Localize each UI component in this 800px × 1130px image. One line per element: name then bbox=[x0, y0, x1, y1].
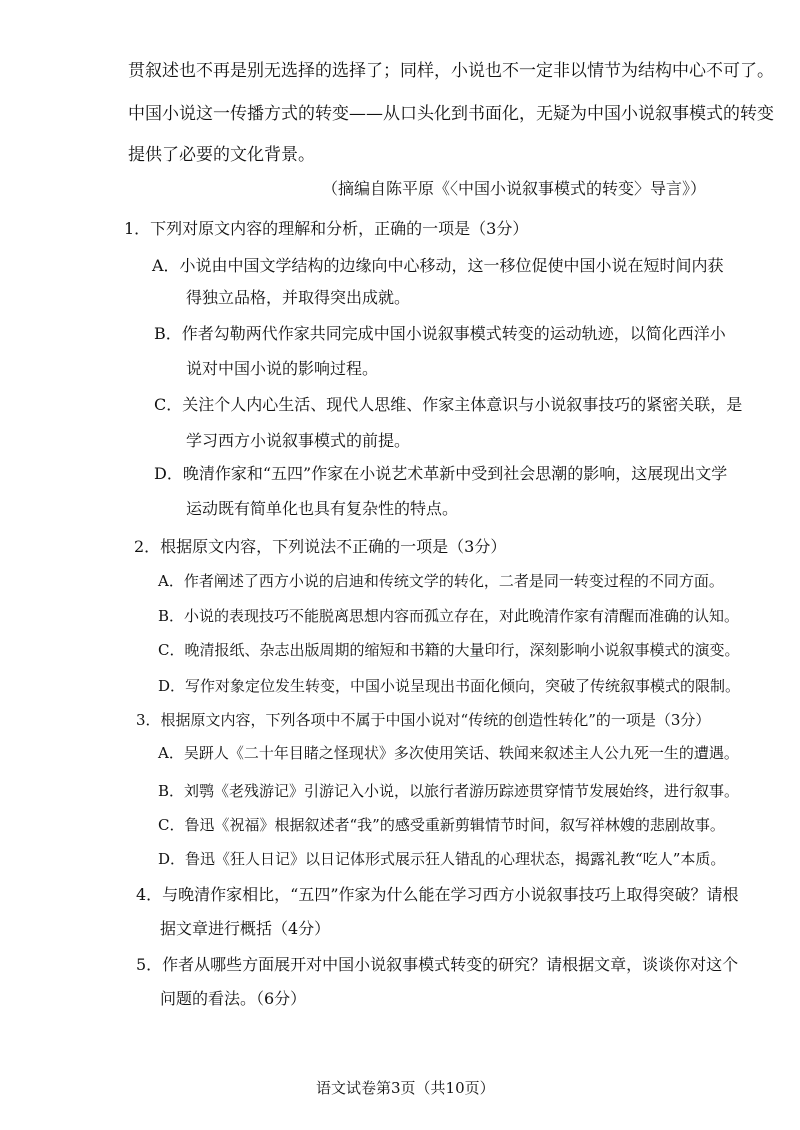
q1-option-b-line-2: 说对中国小说的影响过程。 bbox=[186, 359, 379, 378]
question-1-stem: 1．下列对原文内容的理解和分析，正确的一项是（3分） bbox=[124, 219, 529, 238]
question-5-stem-line-1: 5．作者从哪些方面展开对中国小说叙事模式转变的研究？请根据文章，谈谈你对这个 bbox=[136, 955, 739, 974]
q1-option-a-line-1: A．小说由中国文学结构的边缘向中心移动，这一移位促使中国小说在短时间内获 bbox=[152, 256, 724, 275]
q1-option-c-line-1: C．关注个人内心生活、现代人思维、作家主体意识与小说叙事技巧的紧密关联，是 bbox=[154, 395, 743, 414]
q1-option-d-line-2: 运动既有简单化也具有复杂性的特点。 bbox=[186, 499, 459, 518]
question-4-stem-line-1: 4．与晚清作家相比，“五四”作家为什么能在学习西方小说叙事技巧上取得突破？请根 bbox=[136, 885, 739, 904]
passage-line-1: 贯叙述也不再是别无选择的选择了；同样，小说也不一定非以情节为结构中心不可了。 bbox=[128, 61, 774, 81]
question-2-stem: 2．根据原文内容，下列说法不正确的一项是（3分） bbox=[134, 537, 507, 556]
passage-line-3: 提供了必要的文化背景。 bbox=[128, 145, 315, 165]
q3-option-c: C．鲁迅《祝福》根据叙述者“我”的感受重新剪辑情节时间，叙写祥林嫂的悲剧故事。 bbox=[158, 816, 725, 834]
passage-line-2: 中国小说这一传播方式的转变——从口头化到书面化，无疑为中国小说叙事模式的转变 bbox=[128, 104, 774, 124]
question-3-stem: 3．根据原文内容，下列各项中不属于中国小说对“传统的创造性转化”的一项是（3分） bbox=[136, 711, 711, 729]
page-footer: 语文试卷第3页（共10页） bbox=[316, 1079, 495, 1097]
q1-option-d-line-1: D．晚清作家和“五四”作家在小说艺术革新中受到社会思潮的影响，这展现出文学 bbox=[154, 464, 728, 483]
q1-option-b-line-1: B．作者勾勒两代作家共同完成中国小说叙事模式转变的运动轨迹，以简化西洋小 bbox=[154, 324, 726, 343]
q3-option-b: B．刘鹗《老残游记》引游记入小说，以旅行者游历踪迹贯穿情节发展始终，进行叙事。 bbox=[158, 782, 740, 800]
q2-option-c: C．晚清报纸、杂志出版周期的缩短和书籍的大量印行，深刻影响小说叙事模式的演变。 bbox=[158, 641, 740, 659]
question-5-stem-line-2: 问题的看法。（6分） bbox=[160, 989, 307, 1008]
q2-option-d: D．写作对象定位发生转变，中国小说呈现出书面化倾向，突破了传统叙事模式的限制。 bbox=[158, 677, 741, 695]
q2-option-b: B．小说的表现技巧不能脱离思想内容而孤立存在，对此晚清作家有清醒而准确的认知。 bbox=[158, 607, 740, 625]
q2-option-a: A．作者阐述了西方小说的启迪和传统文学的转化，二者是同一转变过程的不同方面。 bbox=[158, 572, 724, 590]
q1-option-c-line-2: 学习西方小说叙事模式的前提。 bbox=[186, 431, 411, 450]
passage-source: （摘编自陈平原《〈中国小说叙事模式的转变〉导言》） bbox=[322, 179, 707, 198]
q3-option-d: D．鲁迅《狂人日记》以日记体形式展示狂人错乱的心理状态，揭露礼教“吃人”本质。 bbox=[158, 850, 726, 868]
q1-option-a-line-2: 得独立品格，并取得突出成就。 bbox=[186, 288, 411, 307]
question-4-stem-line-2: 据文章进行概括（4分） bbox=[160, 919, 331, 938]
q3-option-a: A．吴趼人《二十年目睹之怪现状》多次使用笑话、轶闻来叙述主人公九死一生的遭遇。 bbox=[158, 744, 739, 762]
